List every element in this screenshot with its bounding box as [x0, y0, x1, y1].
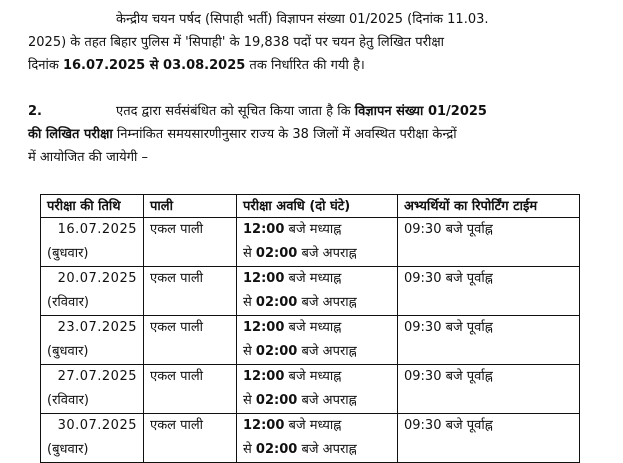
date-cell — [41, 218, 144, 267]
duration-cell — [237, 316, 398, 365]
exam-date-range: 16.07.2025 से 03.08.2025 — [62, 58, 246, 73]
table-row — [41, 414, 580, 463]
intro-line-2: 2025) के तहत बिहार पुलिस में 'सिपाही' के 19,838 पदों पर चयन हेतु लिखित परीक्षा — [28, 35, 445, 50]
exam-schedule-table — [40, 194, 580, 463]
start-suffix: बजे मध्याह्न — [284, 222, 342, 237]
exam-date: 23.07.2025 — [57, 320, 137, 335]
date-cell — [41, 316, 144, 365]
duration-cell — [237, 414, 398, 463]
end-suffix: बजे अपराह्न — [297, 295, 357, 310]
shift-cell — [144, 218, 237, 267]
start-suffix: बजे मध्याह्न — [284, 418, 342, 433]
header-exam-duration: परीक्षा अवधि (दो घंटे) — [237, 195, 398, 218]
table-header-row — [41, 195, 580, 218]
shift-cell — [144, 267, 237, 316]
paragraph-number: 2. — [28, 104, 42, 119]
end-prefix: से — [243, 442, 256, 457]
notice-line-3: में आयोजित की जायेगी – — [28, 150, 149, 165]
reporting-time: 09:30 बजे पूर्वाह्न — [404, 222, 493, 237]
exam-date: 27.07.2025 — [57, 369, 137, 384]
header-exam-date: परीक्षा की तिथि — [41, 195, 144, 218]
exam-day: (बुधवार) — [47, 442, 89, 457]
shift-cell — [144, 316, 237, 365]
reporting-cell — [398, 365, 580, 414]
shift-label: एकल पाली — [150, 320, 204, 335]
table-row — [41, 365, 580, 414]
shift-label: एकल पाली — [150, 418, 204, 433]
reporting-time: 09:30 बजे पूर्वाह्न — [404, 418, 493, 433]
end-time: 02:00 — [255, 344, 298, 359]
exam-day: (बुधवार) — [47, 344, 89, 359]
reporting-cell — [398, 218, 580, 267]
duration-cell — [237, 267, 398, 316]
end-suffix: बजे अपराह्न — [297, 344, 357, 359]
notice-line-1: 2. एतद द्वारा सर्वसंबंधित को सूचित किया जाता है कि विज्ञापन संख्या 01/2025 — [28, 100, 596, 123]
intro-paragraph — [28, 8, 596, 77]
date-cell — [41, 414, 144, 463]
end-time: 02:00 — [255, 295, 298, 310]
table-row — [41, 316, 580, 365]
start-time: 12:00 — [243, 418, 285, 433]
end-prefix: से — [243, 393, 256, 408]
reporting-cell — [398, 316, 580, 365]
shift-cell — [144, 365, 237, 414]
intro-line-3: दिनांक 16.07.2025 से 03.08.2025 तक निर्धारित की गयी है। — [28, 58, 365, 73]
end-prefix: से — [243, 344, 256, 359]
shift-cell — [144, 414, 237, 463]
start-time: 12:00 — [243, 369, 285, 384]
exam-date: 20.07.2025 — [57, 271, 137, 286]
start-suffix: बजे मध्याह्न — [284, 369, 342, 384]
start-time: 12:00 — [243, 222, 285, 237]
end-time: 02:00 — [255, 246, 298, 261]
end-prefix: से — [243, 295, 256, 310]
header-reporting-time: अभ्यर्थियों का रिपोर्टिंग टाईम — [398, 195, 580, 218]
exam-day: (बुधवार) — [47, 246, 89, 261]
written-exam-label: की लिखित परीक्षा — [28, 127, 113, 142]
end-suffix: बजे अपराह्न — [297, 442, 357, 457]
date-cell — [41, 365, 144, 414]
end-prefix: से — [243, 246, 256, 261]
reporting-cell — [398, 267, 580, 316]
reporting-time: 09:30 बजे पूर्वाह्न — [404, 271, 493, 286]
intro-line-1: केन्द्रीय चयन पर्षद (सिपाही भर्ती) विज्ञापन संख्या 01/2025 (दिनांक 11.03. — [116, 12, 489, 27]
start-time: 12:00 — [243, 271, 285, 286]
shift-label: एकल पाली — [150, 222, 204, 237]
end-time: 02:00 — [255, 393, 298, 408]
reporting-time: 09:30 बजे पूर्वाह्न — [404, 369, 493, 384]
start-suffix: बजे मध्याह्न — [284, 320, 342, 335]
notice-line-2: की लिखित परीक्षा निम्नांकित समयसारणीनुसार राज्य के 38 जिलों में अवस्थित परीक्षा केन्द्रों — [28, 127, 457, 142]
notice-paragraph — [28, 100, 596, 169]
start-time: 12:00 — [243, 320, 285, 335]
header-shift: पाली — [144, 195, 237, 218]
table-row — [41, 218, 580, 267]
end-suffix: बजे अपराह्न — [297, 246, 357, 261]
end-suffix: बजे अपराह्न — [297, 393, 357, 408]
exam-date: 30.07.2025 — [57, 418, 137, 433]
duration-cell — [237, 218, 398, 267]
exam-date: 16.07.2025 — [57, 222, 137, 237]
start-suffix: बजे मध्याह्न — [284, 271, 342, 286]
exam-day: (रविवार) — [47, 393, 89, 408]
date-cell — [41, 267, 144, 316]
shift-label: एकल पाली — [150, 369, 204, 384]
shift-label: एकल पाली — [150, 271, 204, 286]
duration-cell — [237, 365, 398, 414]
end-time: 02:00 — [255, 442, 298, 457]
exam-day: (रविवार) — [47, 295, 89, 310]
reporting-cell — [398, 414, 580, 463]
reporting-time: 09:30 बजे पूर्वाह्न — [404, 320, 493, 335]
table-row — [41, 267, 580, 316]
advertisement-number: विज्ञापन संख्या 01/2025 — [354, 104, 487, 119]
